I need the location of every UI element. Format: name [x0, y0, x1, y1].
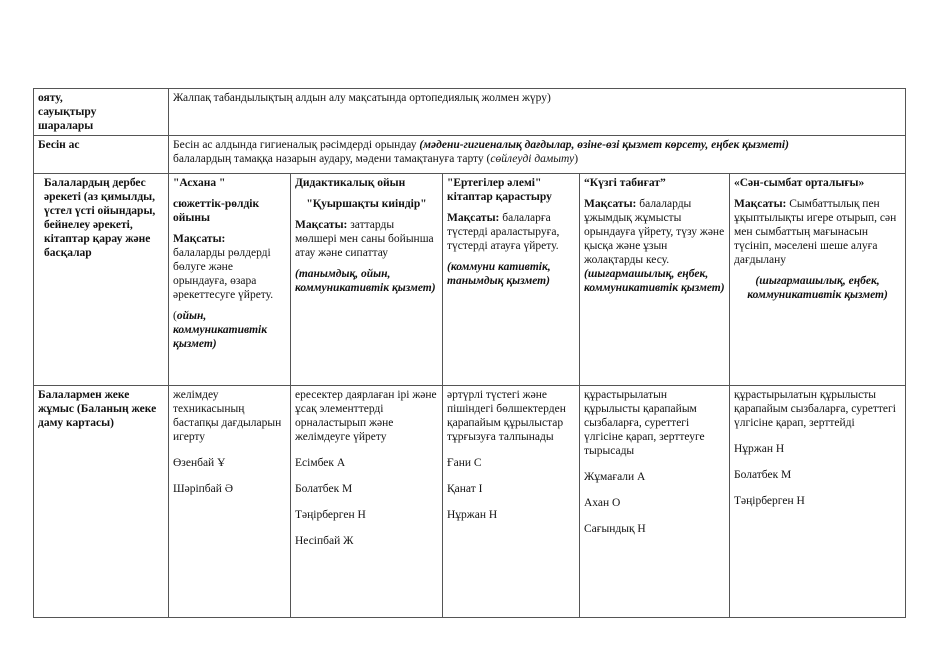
label-line: шаралары	[38, 120, 94, 132]
lunch-text-2: балалардың тамаққа назарын аудару, мәдени тамақтануға тарту (	[173, 153, 491, 165]
activity-subtitle: сюжеттік-рөлдік ойыны	[173, 198, 260, 224]
lunch-tags: (мәдени-гигиеналық дағдылар, өзіне-өзі қызмет көрсету, еңбек қызметі)	[419, 139, 789, 151]
goal-text: заттарды мөлшері мен саны бойынша атау және сипаттау	[295, 219, 434, 259]
lunch-text: Бесін ас алдында гигиеналық рәсімдерді орындау	[173, 139, 420, 151]
goal-text: балаларды ұжымдық жұмысты орындауға үйрету, түзу және қысқа және ұзын жолақтарды кесу.	[584, 198, 725, 266]
child-name: Болатбек М	[295, 483, 353, 495]
goal-text: Сымбаттылық пен ұқыптылықты игере отырып, сән мен сымбаттың мағынасын түсініп, мәселені шеше алуға дағдылану	[734, 198, 897, 266]
individual-col-5	[730, 386, 906, 618]
row-wake-up	[34, 89, 906, 136]
wake-up-content	[169, 89, 906, 136]
child-name: Тәңірберген Н	[295, 509, 366, 521]
lunch-line-2	[173, 152, 901, 166]
child-name: Шәріпбай Ә	[173, 483, 234, 495]
individual-col-4	[580, 386, 730, 618]
child-name: Тәңірберген Н	[734, 495, 805, 507]
row-activity	[34, 174, 906, 386]
tags-open: (	[173, 310, 177, 322]
activity-title: “Күзгі табиғат”	[584, 177, 666, 189]
activity-col-1	[169, 174, 291, 386]
row-label-individual	[34, 386, 169, 618]
individual-label: Балалармен жеке жұмыс (Баланың жеке даму картасы)	[38, 389, 157, 429]
individual-col-1	[169, 386, 291, 618]
activity-title: «Сән-сымбат орталығы»	[734, 177, 865, 189]
lunch-close-paren: )	[574, 153, 579, 165]
activity-col-2	[291, 174, 443, 386]
lunch-content	[169, 136, 906, 174]
child-name: Нұржан Н	[447, 509, 498, 521]
schedule-table	[33, 88, 906, 618]
individual-task: әртүрлі түстегі және пішіндегі бөлшектерден қарапайым құрылыстар тұрғызуға талпынады	[447, 389, 566, 443]
child-name: Жұмағали А	[584, 471, 646, 483]
individual-task: құрастырылатын құрылысты қарапайым сызбаларға, суреттегі үлгісіне қарап, зерттеуге тырысады	[584, 389, 705, 457]
child-name: Ғани С	[447, 457, 482, 469]
wake-up-text: Жалпақ табандылықтың алдын алу мақсатында ортопедиялық жолмен жүру)	[173, 92, 551, 104]
activity-tags: (шығармашылық, еңбек, коммуникативтік қызмет)	[584, 268, 725, 294]
lunch-tag-speech: сөйлеуді дамыту	[490, 153, 575, 165]
goal-label: Мақсаты:	[295, 219, 348, 231]
individual-col-2	[291, 386, 443, 618]
activity-subtitle: "Қуыршақты киіндір"	[306, 198, 427, 210]
row-individual	[34, 386, 906, 618]
child-name: Несіпбай Ж	[295, 535, 354, 547]
row-label-wake-up	[34, 89, 169, 136]
child-name: Өзенбай Ұ	[173, 457, 226, 469]
row-label-lunch: Бесін ас	[34, 136, 169, 174]
goal-text: балаларға түстерді араластыруға, түстерді атауға үйрету.	[447, 212, 560, 252]
goal-label: Мақсаты:	[734, 198, 787, 210]
child-name: Сағындық Н	[584, 523, 646, 535]
activity-col-5	[730, 174, 906, 386]
individual-task: желімдеу техникасының бастапқы дағдыларын игерту	[173, 389, 282, 443]
activity-tags: (танымдық, ойын, коммуникативтік қызмет)	[295, 268, 436, 294]
child-name: Ахан О	[584, 497, 621, 509]
goal-label: Мақсаты:	[447, 212, 500, 224]
activity-label: Балалардың дербес әрекеті (аз қимылды, үстел үсті ойындары, бейнелеу әрекеті, кітаптар қарау және басқалар	[44, 177, 156, 259]
lunch-line-1	[173, 138, 901, 152]
row-label-activity	[34, 174, 169, 386]
child-name: Есімбек А	[295, 457, 346, 469]
document-page	[33, 88, 905, 618]
activity-col-4	[580, 174, 730, 386]
activity-title: "Ертегілер әлемі" кітаптар қарастыру	[447, 177, 552, 203]
activity-col-3	[443, 174, 580, 386]
goal-text: балаларды рөлдерді бөлуге және орындауға, өзара әрекеттесуге үйрету.	[173, 247, 274, 301]
individual-task: ересектер даярлаған ірі және ұсақ элементтерді орналастырып және желімдеуге үйрету	[295, 389, 437, 443]
row-lunch	[34, 136, 906, 174]
individual-col-3	[443, 386, 580, 618]
activity-tags: (шығармашылық, еңбек, коммуникативтік қызмет)	[747, 275, 888, 301]
activity-tags: (коммуни кативтік, танымдық қызмет)	[447, 261, 551, 287]
goal-label: Мақсаты:	[584, 198, 637, 210]
activity-title: Дидактикалық ойын	[295, 177, 406, 189]
individual-task: құрастырылатын құрылысты қарапайым сызбаларға, суреттегі үлгісіне қарап, зерттейді	[734, 389, 896, 429]
goal-label: Мақсаты:	[173, 233, 226, 245]
child-name: Болатбек М	[734, 469, 792, 481]
child-name: Қанат І	[447, 483, 483, 495]
activity-tags: ойын, коммуникативтік қызмет)	[173, 310, 268, 350]
label-line: ояту,	[38, 92, 63, 104]
activity-title: "Асхана "	[173, 177, 226, 189]
child-name: Нұржан Н	[734, 443, 785, 455]
label-line: сауықтыру	[38, 106, 97, 118]
